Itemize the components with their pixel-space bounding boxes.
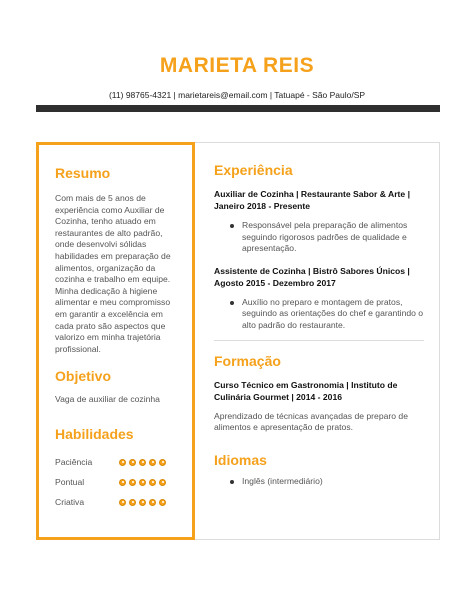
list-item: Auxílio no preparo e montagem de pratos, seguindo as orientações do chef e garantindo o alto padrão do restaurante.	[214, 297, 424, 332]
list-item: Responsável pela preparação de alimentos seguindo rigorosos padrões de qualidade e apresentação.	[214, 220, 424, 255]
objective-title: Objetivo	[55, 368, 112, 385]
left-column	[36, 142, 195, 540]
education-title: Formação	[214, 352, 281, 369]
skill-rating	[119, 459, 166, 466]
rating-dot-icon	[139, 459, 146, 466]
right-column	[214, 162, 424, 487]
rating-dot-icon	[159, 479, 166, 486]
candidate-name: MARIETA REIS	[159, 54, 315, 77]
header-divider	[36, 105, 440, 112]
rating-dot-icon	[149, 499, 156, 506]
rating-dot-icon	[159, 459, 166, 466]
skill-rating	[119, 479, 166, 486]
skill-label: Criativa	[55, 497, 85, 508]
rating-dot-icon	[129, 459, 136, 466]
skills-title: Habilidades	[55, 426, 134, 443]
objective-text: Vaga de auxiliar de cozinha	[55, 394, 160, 405]
job-bullets	[214, 220, 424, 255]
skill-label: Paciência	[55, 457, 93, 468]
list-item: Inglês (intermediário)	[214, 476, 424, 488]
skill-rating	[119, 499, 166, 506]
summary-text: Com mais de 5 anos de experiência como Auxiliar de Cozinha, tenho atuado em restaurantes de alto padrão, onde desenvolvi sólidas habilidades em preparação de alimentos, organização da cozinha e trabalho em equipe. Minha dedicação à higiene alimentar e meu compromisso em garantir a excelência em cada prato são aspectos que valorizo em minha trajetória profissional.	[55, 193, 171, 354]
summary-title: Resumo	[55, 165, 111, 181]
job-title: Assistente de Cozinha | Bistrô Sabores Únicos | Agosto 2015 - Dezembro 2017	[214, 265, 410, 288]
skills-list	[55, 452, 178, 512]
rating-dot-icon	[119, 499, 126, 506]
skill-row	[55, 452, 178, 472]
skill-row	[55, 492, 178, 512]
rating-dot-icon	[119, 479, 126, 486]
rating-dot-icon	[149, 479, 156, 486]
job-title: Auxiliar de Cozinha | Restaurante Sabor & Arte | Janeiro 2018 - Presente	[214, 189, 410, 211]
skill-row	[55, 472, 178, 492]
experience-title: Experiência	[214, 162, 293, 178]
rating-dot-icon	[149, 459, 156, 466]
rating-dot-icon	[139, 499, 146, 506]
rating-dot-icon	[139, 479, 146, 486]
skill-label: Pontual	[55, 477, 85, 488]
rating-dot-icon	[129, 499, 136, 506]
course-description: Aprendizado de técnicas avançadas de preparo de alimentos e apresentação de pratos.	[214, 410, 408, 433]
languages-title: Idiomas	[214, 451, 267, 468]
contact-line: (11) 98765-4321 | marietareis@email.com | Tatuapé - São Paulo/SP	[108, 90, 366, 100]
section-divider	[214, 340, 424, 341]
rating-dot-icon	[159, 499, 166, 506]
job-bullets	[214, 297, 424, 332]
course-title: Curso Técnico em Gastronomia | Instituto de Culinária Gourmet | 2014 - 2016	[214, 379, 398, 402]
rating-dot-icon	[129, 479, 136, 486]
rating-dot-icon	[119, 459, 126, 466]
languages-list	[214, 476, 424, 488]
